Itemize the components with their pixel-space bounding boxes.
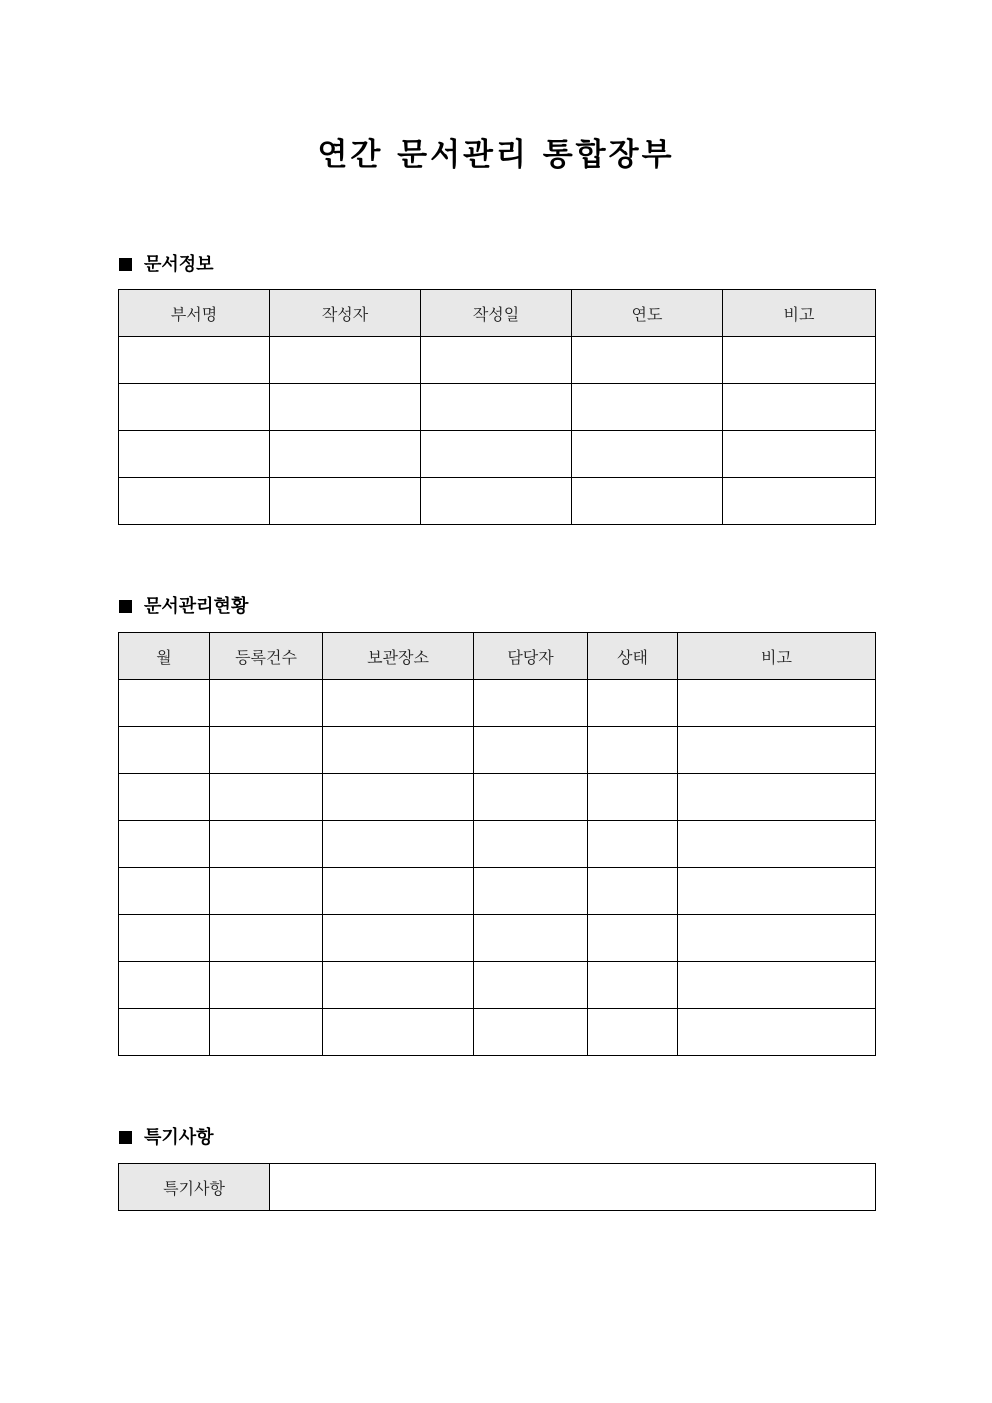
table-row [119, 868, 876, 915]
table-cell[interactable] [119, 384, 270, 431]
square-bullet-icon [119, 600, 132, 613]
table-cell[interactable] [323, 821, 474, 868]
table-cell[interactable] [474, 868, 588, 915]
table-cell[interactable] [588, 962, 678, 1009]
column-header: 비고 [723, 290, 876, 337]
section-heading-status [119, 593, 248, 621]
table-cell[interactable] [210, 915, 323, 962]
table-cell[interactable] [474, 774, 588, 821]
table-cell[interactable] [588, 915, 678, 962]
table-row [119, 337, 876, 384]
table-cell[interactable] [588, 868, 678, 915]
table-cell[interactable] [474, 1009, 588, 1056]
table-cell[interactable] [119, 962, 210, 1009]
table-cell[interactable] [588, 727, 678, 774]
table-header-row [119, 633, 876, 680]
table-cell[interactable] [323, 774, 474, 821]
table-cell[interactable] [588, 1009, 678, 1056]
column-header: 보관장소 [323, 633, 474, 680]
document-status-table [118, 632, 876, 1056]
table-cell[interactable] [119, 478, 270, 525]
table-row [119, 431, 876, 478]
section-heading-label: 문서정보 [144, 254, 214, 275]
table-cell[interactable] [119, 1009, 210, 1056]
table-cell[interactable] [572, 384, 723, 431]
table-cell[interactable] [572, 478, 723, 525]
table-row [119, 1009, 876, 1056]
section-heading-info [119, 251, 214, 279]
table-cell[interactable] [421, 337, 572, 384]
document-info-table [118, 289, 876, 525]
table-cell[interactable] [678, 727, 876, 774]
square-bullet-icon [119, 1131, 132, 1144]
table-row [119, 727, 876, 774]
table-cell[interactable] [119, 868, 210, 915]
table-row [119, 1164, 876, 1211]
table-cell[interactable] [723, 384, 876, 431]
section-heading-label: 문서관리현황 [144, 596, 249, 617]
table-header-row [119, 290, 876, 337]
table-cell[interactable] [210, 680, 323, 727]
table-cell[interactable] [678, 1009, 876, 1056]
table-cell[interactable] [119, 727, 210, 774]
table-row [119, 478, 876, 525]
table-cell[interactable] [678, 868, 876, 915]
column-header: 상태 [588, 633, 678, 680]
table-cell[interactable] [119, 431, 270, 478]
table-cell[interactable] [270, 478, 421, 525]
column-header: 등록건수 [210, 633, 323, 680]
table-cell[interactable] [210, 868, 323, 915]
column-header: 연도 [572, 290, 723, 337]
table-cell[interactable] [323, 680, 474, 727]
table-cell[interactable] [572, 337, 723, 384]
document-title: 연간 문서관리 통합장부 [317, 137, 675, 173]
table-cell[interactable] [323, 962, 474, 1009]
column-header: 담당자 [474, 633, 588, 680]
table-cell[interactable] [421, 384, 572, 431]
table-cell[interactable] [210, 821, 323, 868]
table-cell[interactable] [588, 821, 678, 868]
table-cell[interactable] [723, 431, 876, 478]
table-cell[interactable] [421, 431, 572, 478]
table-cell[interactable] [210, 962, 323, 1009]
table-cell[interactable] [678, 962, 876, 1009]
table-row [119, 821, 876, 868]
column-header: 비고 [678, 633, 876, 680]
table-cell[interactable] [588, 774, 678, 821]
table-row [119, 915, 876, 962]
notes-label: 특기사항 [119, 1164, 270, 1211]
table-cell[interactable] [323, 1009, 474, 1056]
table-cell[interactable] [323, 868, 474, 915]
table-cell[interactable] [210, 727, 323, 774]
table-cell[interactable] [119, 680, 210, 727]
table-cell[interactable] [270, 337, 421, 384]
column-header: 작성일 [421, 290, 572, 337]
table-cell[interactable] [723, 337, 876, 384]
table-cell[interactable] [270, 431, 421, 478]
table-cell[interactable] [474, 821, 588, 868]
table-cell[interactable] [474, 962, 588, 1009]
table-cell[interactable] [678, 774, 876, 821]
table-cell[interactable] [474, 727, 588, 774]
table-cell[interactable] [678, 915, 876, 962]
column-header: 작성자 [270, 290, 421, 337]
column-header: 부서명 [119, 290, 270, 337]
table-row [119, 384, 876, 431]
section-heading-label: 특기사항 [144, 1127, 214, 1148]
table-cell[interactable] [119, 774, 210, 821]
table-cell[interactable] [119, 821, 210, 868]
table-cell[interactable] [323, 727, 474, 774]
table-row [119, 774, 876, 821]
table-cell[interactable] [210, 1009, 323, 1056]
table-cell[interactable] [421, 478, 572, 525]
table-cell[interactable] [723, 478, 876, 525]
table-row [119, 680, 876, 727]
table-cell[interactable] [323, 915, 474, 962]
table-cell[interactable] [572, 431, 723, 478]
table-cell[interactable] [119, 337, 270, 384]
table-cell[interactable] [210, 774, 323, 821]
table-cell[interactable] [119, 915, 210, 962]
square-bullet-icon [119, 258, 132, 271]
special-notes-table [118, 1163, 876, 1211]
table-cell[interactable] [678, 821, 876, 868]
table-cell[interactable] [474, 915, 588, 962]
notes-field[interactable] [270, 1164, 876, 1211]
table-cell[interactable] [678, 680, 876, 727]
column-header: 월 [119, 633, 210, 680]
section-heading-notes [119, 1124, 214, 1152]
table-cell[interactable] [270, 384, 421, 431]
table-cell[interactable] [474, 680, 588, 727]
table-row [119, 962, 876, 1009]
table-cell[interactable] [588, 680, 678, 727]
